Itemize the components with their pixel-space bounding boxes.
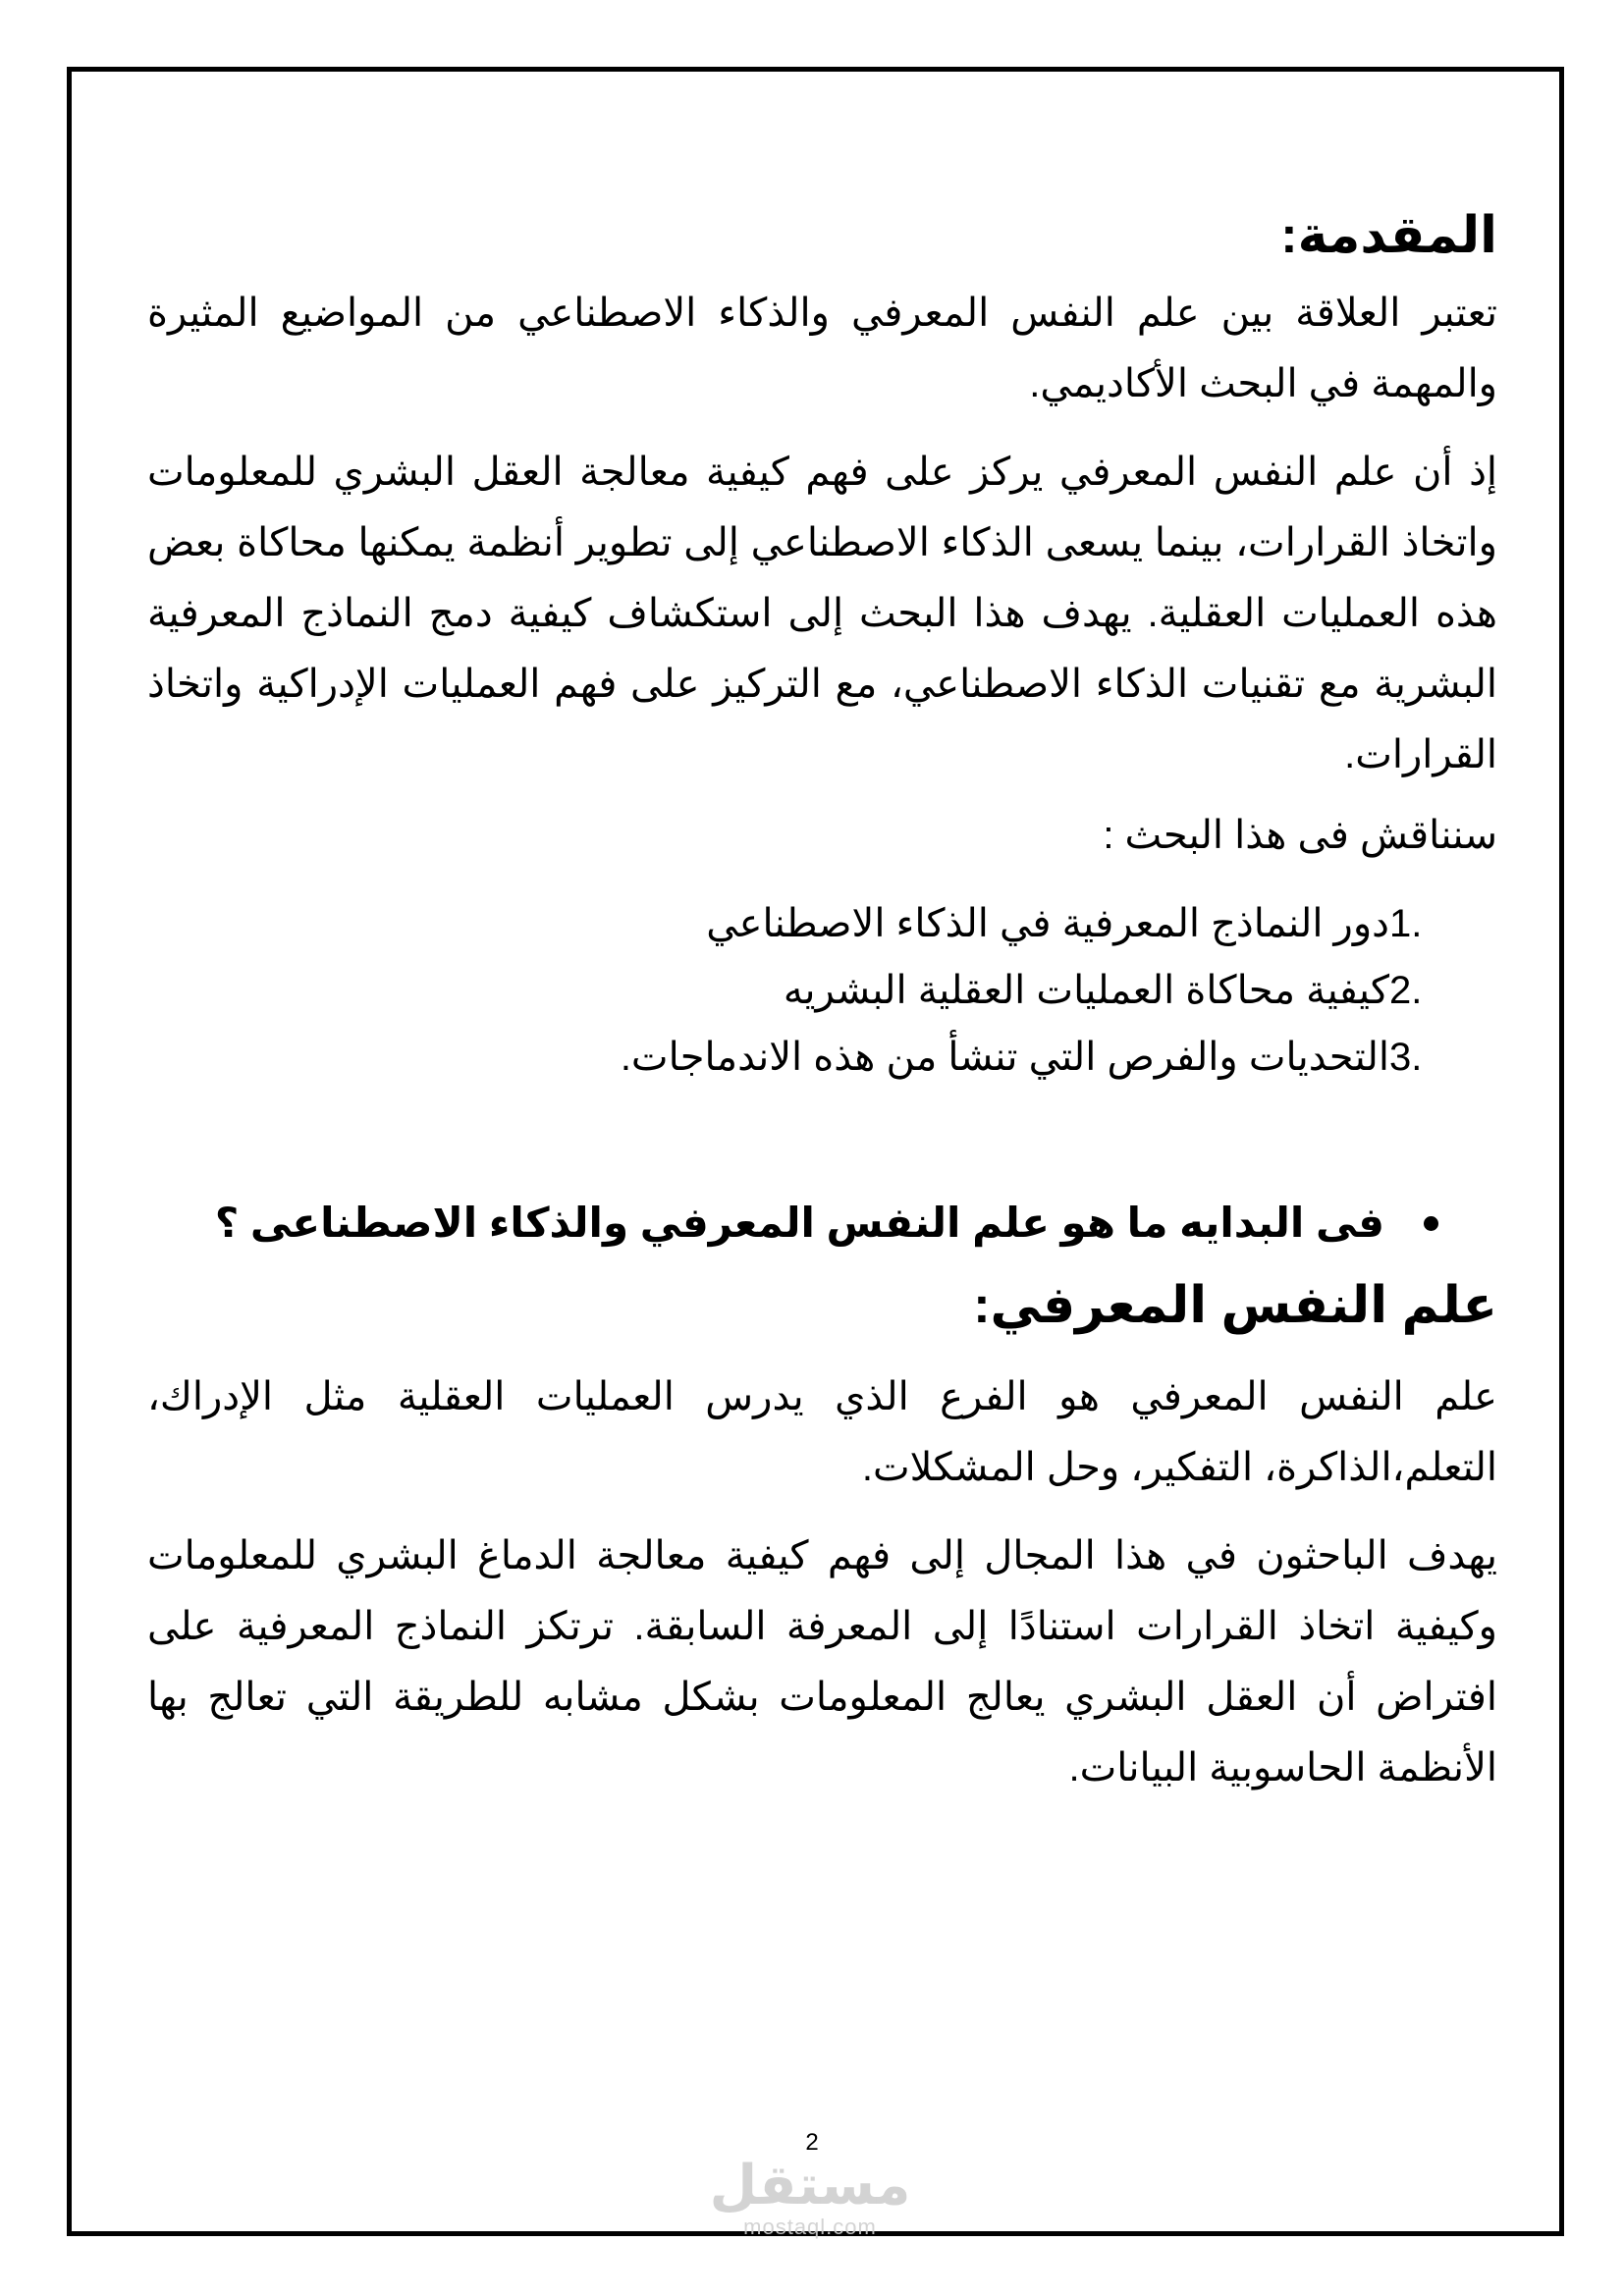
research-topics-list [147,890,1497,1091]
watermark-logo: مستقل [709,2154,911,2217]
mostaql-watermark [687,2156,933,2238]
list-item-number: 3. [1389,1036,1423,1079]
intro-list-lead: سنناقش فى هذا البحث : [1103,814,1497,857]
question-text: فى البدايه ما هو علم النفس المعرفي والذكاء الاصطناعى ؟ [214,1200,1384,1246]
list-item-text: كيفية محاكاة العمليات العقلية البشريه [783,969,1389,1012]
list-item-number: 2. [1389,969,1423,1012]
page-number: 2 [805,2129,819,2156]
list-item-text: دور النماذج المعرفية في الذكاء الاصطناعي [706,902,1389,945]
cognitive-paragraph-1: علم النفس المعرفي هو الفرع الذي يدرس العمليات العقلية مثل الإدراك، التعلم،الذاكرة، التفكير، وحل المشكلات. [147,1375,1497,1489]
list-item-text: التحديات والفرص التي تنشأ من هذه الاندماجات. [620,1036,1389,1079]
list-item [147,957,1438,1024]
list-item [147,890,1438,957]
bullet-icon [1424,1216,1438,1231]
cognitive-paragraph-2: يهدف الباحثون في هذا المجال إلى فهم كيفية معالجة الدماغ البشري للمعلومات وكيفية اتخاذ القرارات استنادًا إلى المعرفة السابقة. ترتكز النماذج المعرفية على افتراض أن العقل البشري يعالج المعلومات بشكل مشابه للطريقة التي تعالج بها الأنظمة الحاسوبية البيانات. [147,1534,1497,1789]
intro-paragraph-1: تعتبر العلاقة بين علم النفس المعرفي والذكاء الاصطناعي من المواضيع المثيرة والمهمة في البحث الأكاديمي. [147,292,1497,405]
cognitive-psychology-heading: علم النفس المعرفي: [973,1277,1497,1334]
list-item-number: 1. [1389,902,1423,945]
document-body [147,201,1497,1803]
watermark-url: mostaql.com [743,2215,877,2239]
list-item [147,1024,1438,1091]
intro-paragraph-2: إذ أن علم النفس المعرفي يركز على فهم كيفية معالجة العقل البشري للمعلومات واتخاذ القرارات، بينما يسعى الذكاء الاصطناعي إلى تطوير أنظمة يمكنها محاكاة بعض هذه العمليات العقلية. يهدف هذا البحث إلى استكشاف كيفية دمج النماذج المعرفية البشرية مع تقنيات الذكاء الاصطناعي، مع التركيز على فهم العمليات الإدراكية واتخاذ القرارات. [147,451,1497,776]
question-bullet [147,1189,1497,1257]
intro-heading: المقدمة: [1280,207,1497,264]
